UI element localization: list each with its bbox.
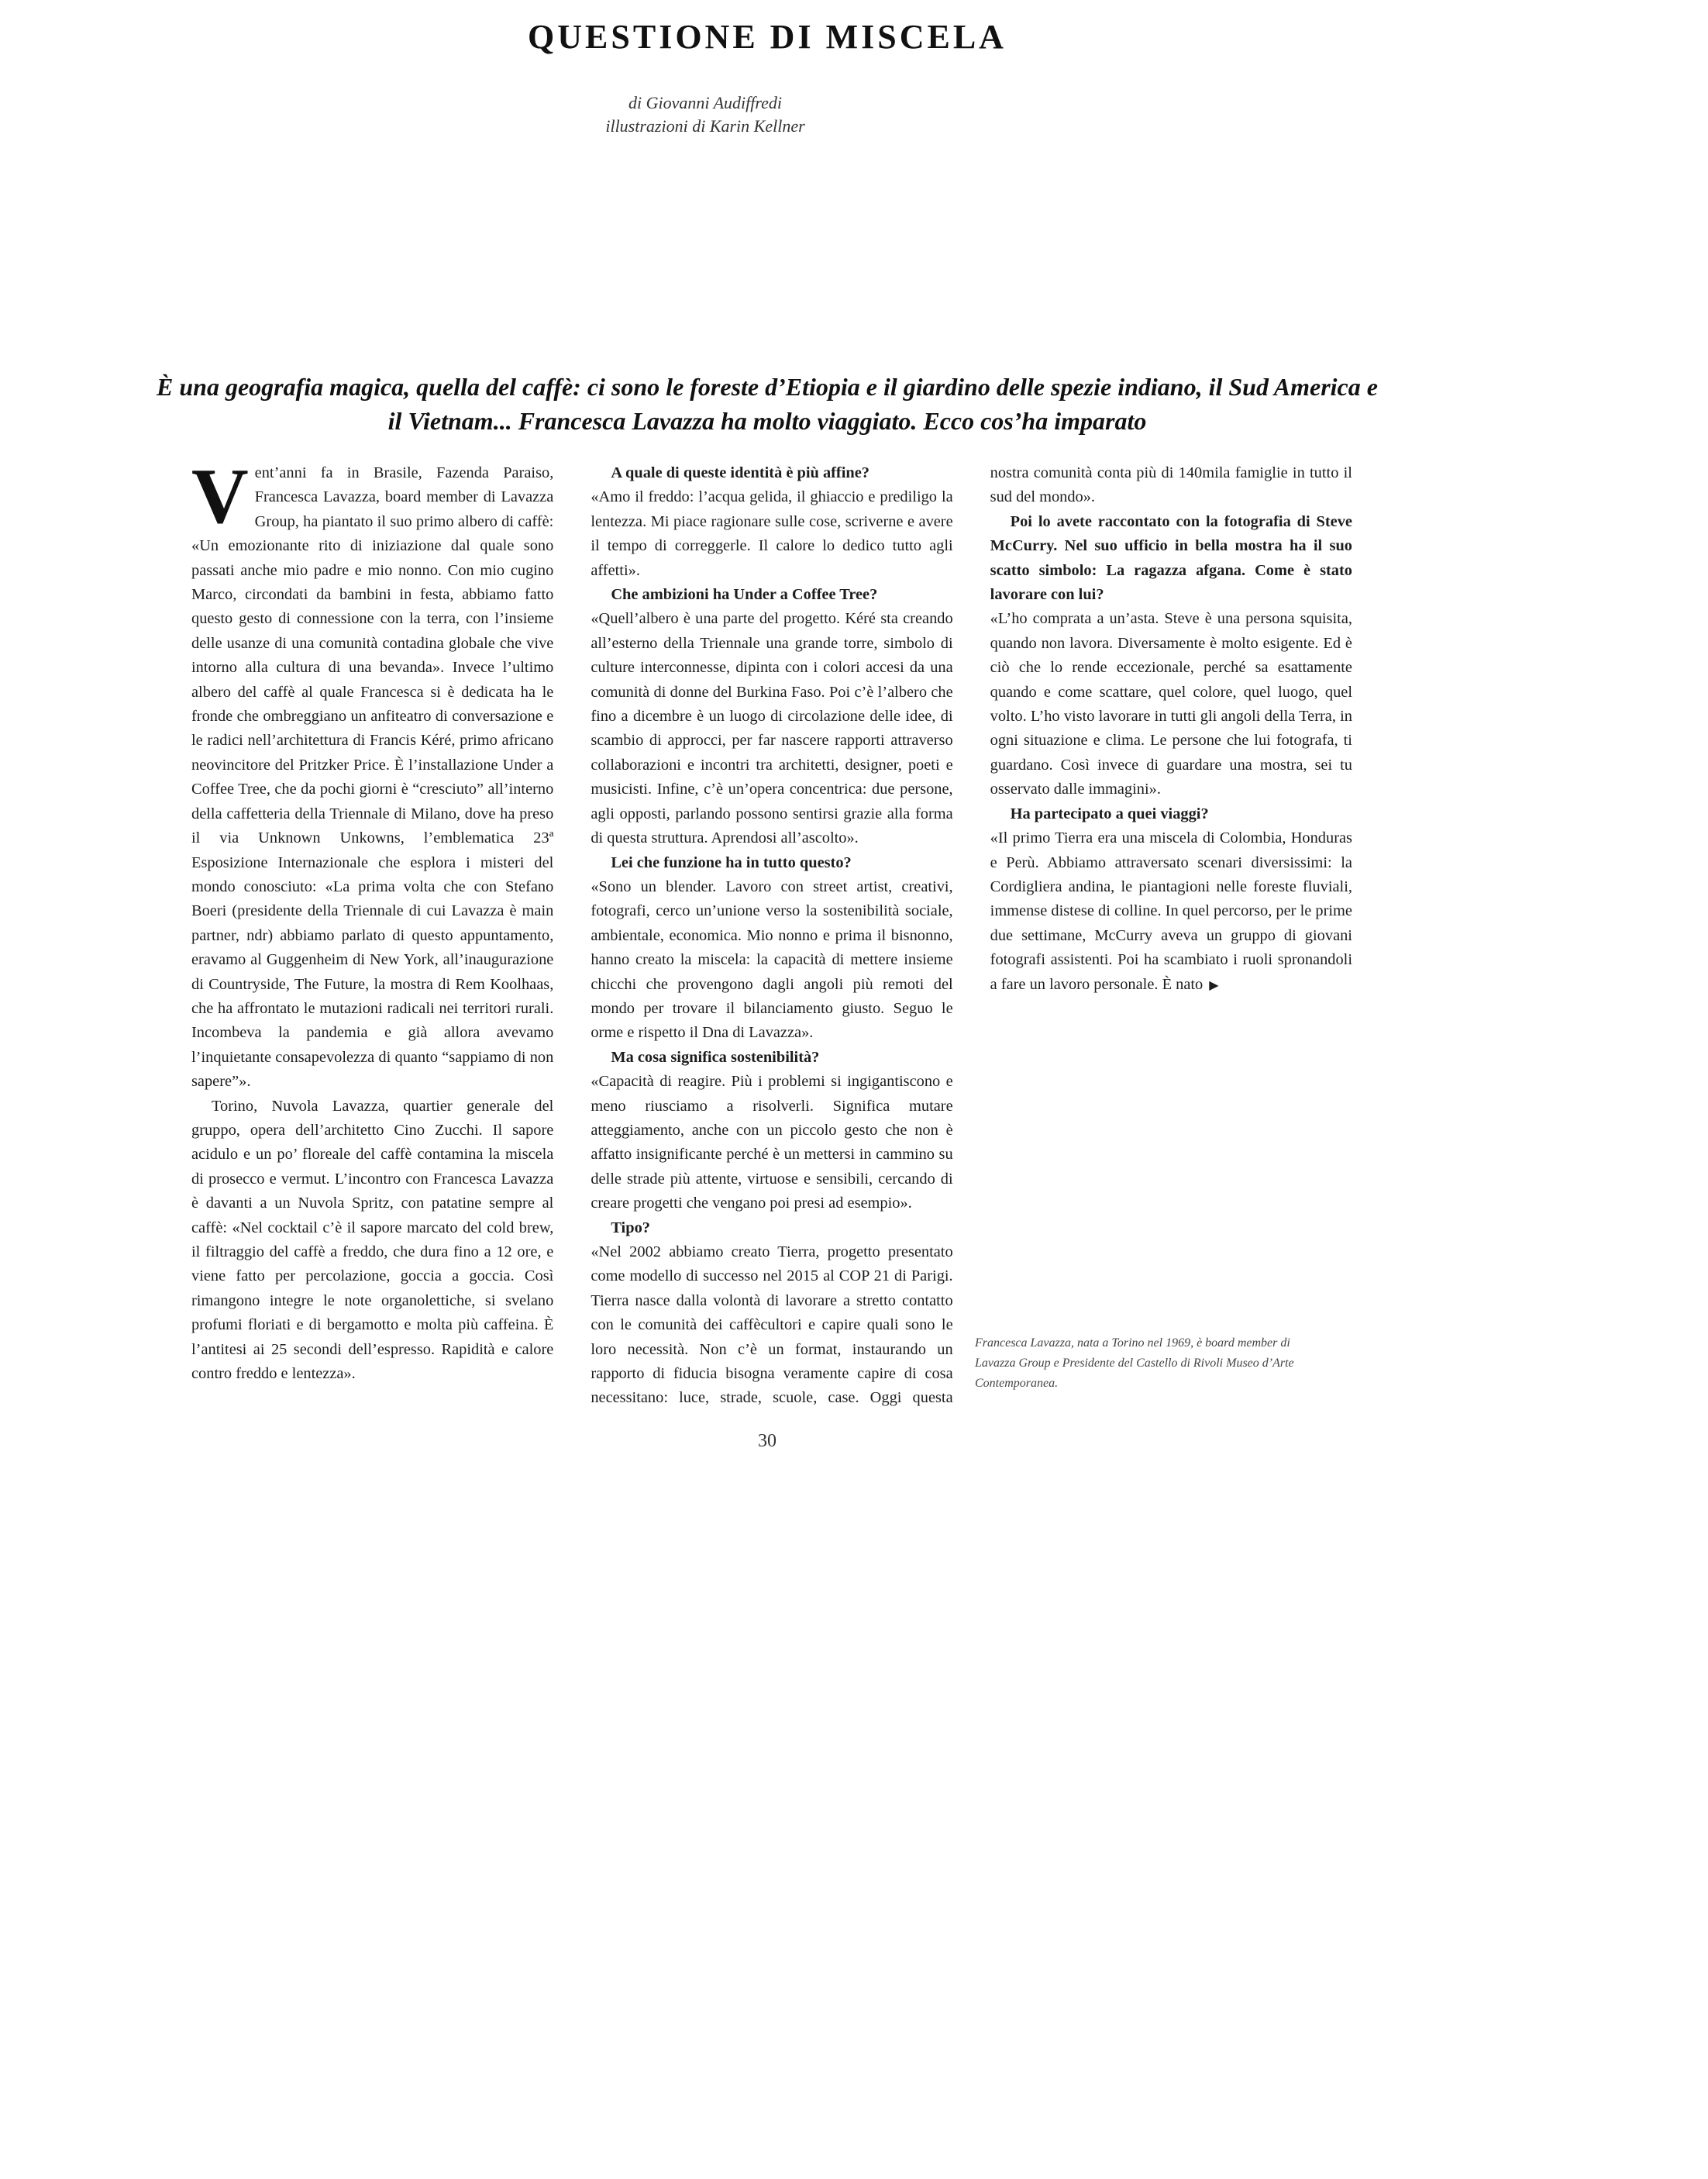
interview-answer: «Quell’albero è una parte del progetto. Kéré sta creando all’esterno della Triennale una grande torre, simbolo di culture interconnesse, dipinta con i colori accesi da una comunità di donne del Burkina Faso. Poi c’è l’albero che fino a dicembre è un luogo di circolazione delle idee, di scambio di approcci, per far nascere rapporti attraverso collaborazioni e incontri tra architetti, designer, poeti e musicisti. Infine, c’è un’opera concentrica: due persone, agli opposti, parlando possono sentirsi grazie alla forma di questa struttura. Aprendosi all’ascolto». [591,610,953,847]
illustrator-credit: illustrazioni di Karin Kellner [605,116,805,136]
interview-answer-continued [990,826,1352,998]
page-number: 30 [758,1431,777,1451]
article-body [191,453,1352,1415]
paragraph-text: «Il primo Tierra era una miscela di Colombia, Honduras e Perù. Abbiamo attraversato scenari diversissimi: la Cordigliera andina, le piantagioni nelle foreste fluviali, immense distese di colline. In quel percorso, per le prime due settimane, McCurry aveva un gruppo di giovani fotografi assistenti. Poi ha scambiato i ruoli spronandoli a fare un lavoro personale. È nato [990,829,1352,993]
drop-cap: V [191,453,249,540]
photo-caption: Francesca Lavazza, nata a Torino nel 1969, è board member di Lavazza Group e Presidente del Castello di Rivoli Museo d’Arte Contemporanea. [975,1336,1294,1390]
interview-question: Tipo? [611,1219,650,1236]
interview-answer: «Amo il freddo: l’acqua gelida, il ghiaccio e prediligo la lentezza. Mi piace ragionare sulle cose, scriverne e avere il tempo di correggerle. Il calore lo dedico tutto agli affetti». [591,488,953,579]
paragraph: Torino, Nuvola Lavazza, quartier generale del gruppo, opera dell’architetto Cino Zucchi. Il sapore acidulo e un po’ floreale del caffè contamina la miscela di prosecco e vermut. L’incontro con Francesca Lavazza è davanti a un Nuvola Spritz, con patatine sempre al caffè: «Nel cocktail c’è il sapore marcato del cold brew, il filtraggio del caffè a freddo, che dura fino a 12 ore, e viene fatto per percolazione, goccia a goccia. Così rimangono integre le note organolettiche, si svelano profumi floriati e di bergamotto e molta più caffeina. È l’antitesi ai 25 secondi dell’espresso. Rapidità e calore contro freddo e lentezza». [191,1097,554,1383]
paragraph-text: ent’anni fa in Brasile, Fazenda Paraiso, Francesca Lavazza, board member di Lavazza Group, ha piantato il suo primo albero di caffè: «Un emozionante rito di iniziazione dal quale sono passati anche mio padre e mio nonno. Con mio cugino Marco, circondati da bambini in festa, abbiamo fatto questo gesto di connessione con la terra, con l’insieme delle usanze di una comunità contadina globale che vive intorno alla cultura di una bevanda». Invece l’ultimo albero del caffè al quale Francesca si è dedicata ha le fronde che ombreggiano un anfiteatro di conversazione e le radici nell’architettura di Francis Kéré, primo africano neovincitore del Pritzker Price. È l’installazione Under a Coffee Tree, che da pochi giorni è “cresciuto” all’interno della caffetteria della Triennale di Milano, dove ha preso il via Unknown Unkowns, l’emblematica 23ª Esposizione Internazionale che esplora i misteri del mondo conosciuto: «La prima volta che con Stefano Boeri (presidente della Triennale di cui Lavazza è main partner, ndr) abbiamo parlato di questo appuntamento, eravamo al Guggenheim di New York, all’inaugurazione di Countryside, The Future, la mostra di Rem Koolhaas, che ha affrontato le mutazioni radicali nei territori rurali. Incombeva la pandemia e già allora avevamo l’inquietante consapevolezza di quanto “sappiamo di non sapere”». [191,464,554,1091]
interview-question: Ha partecipato a quei viaggi? [1010,805,1209,822]
interview-answer: «Nel 2002 abbiamo creato Tierra, progetto presentato come modello di successo nel 2015 al COP 21 di Parigi. Tierra nasce dalla volontà di lavorare a stretto contatto con le comunità dei caffècultori e capire quali sono le loro necessità. Non c’è un format, instaurando un rapporto di fiducia bisogna veramente capire di cosa necessitano: luce, strade, scuole, case. Oggi questa nostra comunità conta più di 140mila famiglie in tutto il sud del mondo». [591,464,1352,1407]
byline [0,91,1410,138]
opening-paragraph [191,453,554,1095]
author-credit: di Giovanni Audiffredi [628,93,782,112]
interview-question: Che ambizioni ha Under a Coffee Tree? [611,586,878,604]
standfirst: È una geografia magica, quella del caffè: ci sono le foreste d’Etiopia e il giardino delle spezie indiano, il Sud America e il Vietnam... Francesca Lavazza ha molto viaggiato. Ecco cos’ha imparato [157,373,1378,435]
interview-question: Ma cosa significa sostenibilità? [611,1048,820,1066]
interview-answer: «Capacità di reagire. Più i problemi si ingigantiscono e meno riusciamo a risolverli. Significa mutare atteggiamento, anche con un piccolo gesto che non è affatto insignificante perché è un mettersi in cammino su delle strade più attente, virtuose e sensibili, cercando di creare progetti che vengano poi presi ad esempio». [591,1073,953,1212]
interview-question: A quale di queste identità è più affine? [611,464,869,481]
interview-answer: «L’ho comprata a un’asta. Steve è una persona squisita, quando non lavora. Diversamente è molto esigente. Ed è ciò che lo rende eccezionale, perché sa esattamente quando e come scattare, quel colore, quel luogo, quel volto. L’ho visto lavorare in tutti gli angoli della Terra, in ogni situazione e clima. Le persone che lui fotografa, ti guardano. Così invece di guardare una mostra, sei tu osservato dalle immagini». [990,610,1352,798]
article-title: QUESTIONE DI MISCELA [528,18,1007,56]
interview-answer: «Sono un blender. Lavoro con street artist, creativi, fotografi, cerco un’unione verso la sostenibilità sociale, ambientale, economica. Mio nonno e prima il bisnonno, hanno creato la miscela: la capacità di mettere insieme chicchi che provengono dagli angoli più remoti del mondo per trovare il bilanciamento giusto. Seguo le orme e rispetto il Dna di Lavazza». [591,877,953,1042]
interview-question: Poi lo avete raccontato con la fotografia di Steve McCurry. Nel suo ufficio in bella mostra ha il suo scatto simbolo: La ragazza afgana. Come è stato lavorare con lui? [990,512,1352,604]
continue-arrow-icon: ▶ [1209,978,1219,992]
interview-question: Lei che funzione ha in tutto questo? [611,853,852,871]
